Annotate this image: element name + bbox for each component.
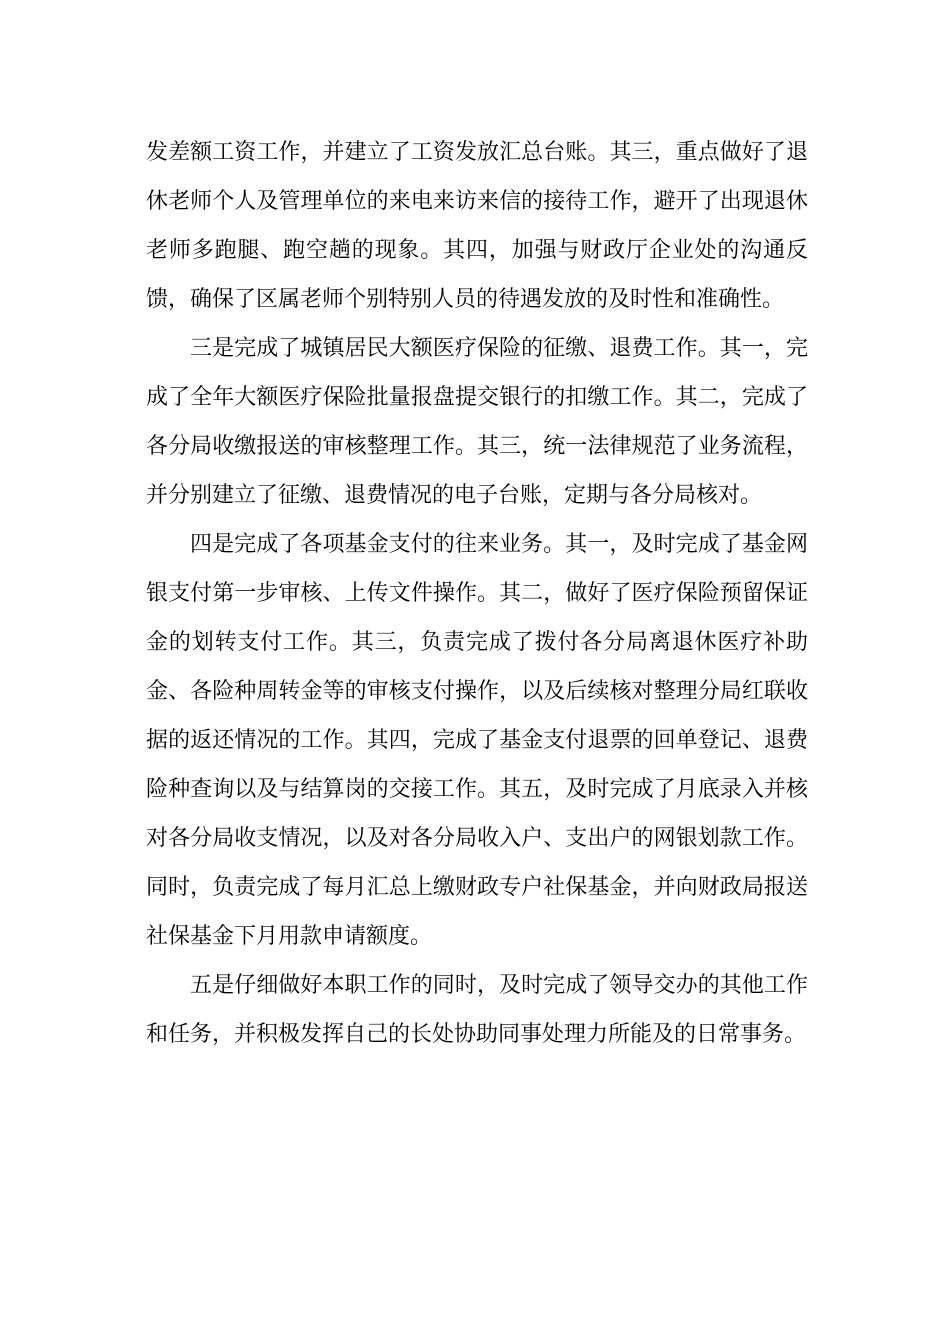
paragraph-item-five: 五是仔细做好本职工作的同时，及时完成了领导交办的其他工作和任务，并积极发挥自己的长处协助同事处理力所能及的日常事务。 — [146, 973, 808, 1047]
paragraph-continued: 发差额工资工作，并建立了工资发放汇总台账。其三，重点做好了退休老师个人及管理单位的来电来访来信的接待工作，避开了出现退休老师多跑腿、跑空趟的现象。其四，加强与财政厅企业处的沟通反馈，确保了区属老师个别特别人员的待遇发放的及时性和准确性。 — [146, 140, 808, 312]
paragraph-item-three: 三是完成了城镇居民大额医疗保险的征缴、退费工作。其一，完成了全年大额医疗保险批量报盘提交银行的扣缴工作。其二，完成了各分局收缴报送的审核整理工作。其三，统一法律规范了业务流程，并分别建立了征缴、退费情况的电子台账，定期与各分局核对。 — [146, 336, 808, 508]
document-page — [146, 128, 808, 1059]
paragraph-item-four: 四是完成了各项基金支付的往来业务。其一，及时完成了基金网银支付第一步审核、上传文件操作。其二，做好了医疗保险预留保证金的划转支付工作。其三，负责完成了拨付各分局离退休医疗补助金、各险种周转金等的审核支付操作，以及后续核对整理分局红联收据的返还情况的工作。其四，完成了基金支付退票的回单登记、退费险种查询以及与结算岗的交接工作。其五，及时完成了月底录入并核对各分局收支情况，以及对各分局收入户、支出户的网银划款工作。同时，负责完成了每月汇总上缴财政专户社保基金，并向财政局报送社保基金下月用款申请额度。 — [146, 532, 808, 949]
